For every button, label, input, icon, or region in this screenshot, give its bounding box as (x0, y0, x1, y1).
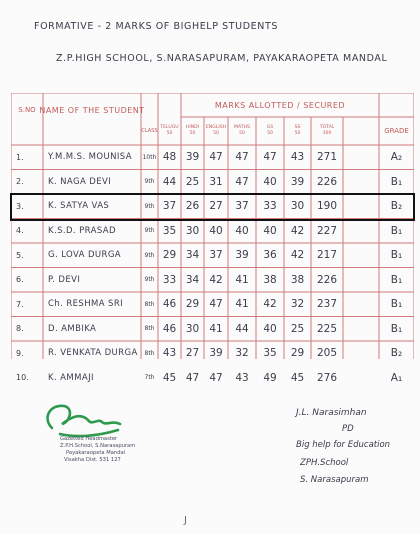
row-student-name: P. DEVI (48, 274, 81, 285)
row-subject-mark: 25 (290, 322, 305, 335)
row-grade: B₁ (390, 249, 403, 262)
subject-max-marks: 50 (189, 131, 196, 136)
subject-max-marks: 50 (267, 131, 273, 136)
signature-name: J.L. Narasimhan (296, 408, 367, 418)
row-sno: 10. (16, 373, 29, 383)
subject-name: TOTAL (319, 125, 335, 130)
row-subject-mark: 45 (162, 371, 177, 384)
row-class: 8th (144, 300, 155, 308)
row-subject-mark: 29 (185, 298, 200, 311)
row-subject-mark: 42 (263, 298, 277, 311)
subject-name: SS (294, 125, 301, 130)
row-subject-mark: 40 (209, 224, 223, 237)
row-student-name: D. AMBIKA (48, 323, 97, 334)
row-subject-mark: 47 (209, 298, 223, 311)
header-sno: S.NO (18, 106, 36, 114)
row-subject-mark: 39 (185, 151, 200, 164)
row-subject-mark: 42 (209, 273, 223, 286)
row-class: 10th (142, 153, 157, 161)
row-sno: 9. (16, 348, 24, 358)
row-subject-mark: 46 (162, 298, 177, 311)
stamp-line-mandal: Payakaraopeta Mandal (66, 450, 126, 456)
row-sno: 7. (16, 299, 24, 309)
row-subject-mark: 48 (162, 151, 177, 164)
row-grade: B₁ (390, 273, 403, 286)
row-subject-mark: 41 (235, 298, 249, 311)
row-student-name: K.S.D. PRASAD (48, 225, 116, 236)
subject-max-marks: 50 (239, 131, 245, 136)
row-subject-mark: 40 (235, 224, 249, 237)
row-student-name: K. NAGA DEVI (48, 176, 112, 187)
row-subject-mark: 40 (263, 224, 277, 237)
row-grade: B₁ (390, 298, 403, 311)
header-subject (228, 119, 256, 143)
row-total-mark: 190 (316, 200, 338, 213)
row-sno: 3. (16, 201, 24, 211)
row-sno: 6. (16, 275, 24, 285)
school-name: Z.P.HIGH SCHOOL, S.NARASAPURAM, PAYAKARAOPETA MANDAL (56, 53, 388, 64)
row-subject-mark: 36 (263, 249, 277, 262)
row-subject-mark: 46 (162, 322, 177, 335)
row-class: 8th (144, 349, 155, 357)
row-subject-mark: 26 (185, 200, 200, 213)
row-grade: B₁ (390, 322, 403, 335)
row-subject-mark: 43 (235, 371, 249, 384)
row-subject-mark: 29 (162, 249, 177, 262)
row-subject-mark: 45 (290, 371, 305, 384)
row-subject-mark: 34 (185, 273, 200, 286)
subject-max-marks: 50 (213, 131, 219, 136)
row-subject-mark: 44 (235, 322, 249, 335)
row-subject-mark: 31 (209, 175, 223, 188)
document-title: FORMATIVE - 2 MARKS OF BIGHELP STUDENTS (34, 21, 278, 32)
row-subject-mark: 41 (209, 322, 223, 335)
header-marks: MARKS ALLOTTED / SECURED (214, 100, 346, 110)
row-subject-mark: 29 (290, 347, 305, 360)
row-subject-mark: 30 (185, 224, 200, 237)
row-sno: 2. (16, 177, 24, 187)
row-subject-mark: 37 (235, 200, 249, 213)
header-subject (158, 119, 181, 143)
row-subject-mark: 47 (185, 371, 200, 384)
subject-name: GS (266, 125, 274, 130)
row-subject-mark: 38 (263, 273, 277, 286)
row-subject-mark: 35 (162, 224, 177, 237)
stamp-line-district: Visakha Dist. 531 127 (64, 457, 121, 463)
row-class: 7th (144, 374, 155, 382)
header-subject (311, 119, 343, 143)
signature-organisation: Big help for Education (296, 440, 391, 450)
subject-name: HINDI (185, 125, 200, 130)
stamp-line-school: Z.P.H.School, S.Narasapuram (60, 443, 136, 449)
header-name: NAME OF THE STUDENT (39, 105, 145, 115)
header-subject (181, 119, 204, 143)
row-subject-mark: 30 (185, 322, 200, 335)
header-subject (204, 119, 228, 143)
row-subject-mark: 33 (162, 273, 177, 286)
row-student-name: K. SATYA VAS (48, 201, 110, 212)
header-grade: GRADE (384, 127, 409, 135)
row-subject-mark: 43 (290, 151, 305, 164)
subject-max-marks: 300 (322, 131, 332, 136)
row-class: 9th (144, 178, 155, 186)
row-subject-mark: 49 (263, 371, 277, 384)
row-class: 9th (144, 251, 155, 259)
row-student-name: K. AMMAJI (48, 372, 94, 383)
header-subject (256, 119, 284, 143)
row-class: 9th (144, 202, 155, 210)
subject-name: ENGLISH (205, 125, 227, 130)
marks-table (11, 93, 414, 384)
row-subject-mark: 32 (290, 298, 305, 311)
row-total-mark: 226 (316, 175, 338, 188)
row-subject-mark: 47 (209, 151, 223, 164)
row-subject-mark: 42 (290, 249, 305, 262)
row-subject-mark: 25 (185, 175, 200, 188)
row-total-mark: 271 (316, 151, 338, 164)
row-subject-mark: 47 (235, 151, 249, 164)
row-subject-mark: 42 (290, 224, 305, 237)
row-subject-mark: 40 (263, 175, 277, 188)
row-total-mark: 276 (316, 371, 338, 384)
row-total-mark: 217 (316, 249, 338, 262)
row-sno: 4. (16, 226, 24, 236)
row-sno: 8. (16, 324, 24, 334)
row-subject-mark: 27 (185, 347, 200, 360)
highlight-box (10, 193, 415, 221)
row-grade: B₁ (390, 224, 403, 237)
stamp-line-title: Gazetted Headmaster (60, 436, 118, 442)
row-subject-mark: 39 (235, 249, 249, 262)
row-subject-mark: 40 (263, 322, 277, 335)
row-student-name: G. LOVA DURGA (48, 250, 122, 261)
row-grade: A₁ (390, 371, 403, 384)
row-subject-mark: 43 (162, 347, 177, 360)
row-grade: A₂ (390, 151, 403, 164)
page-mark: J (184, 515, 187, 526)
row-sno: 1. (16, 152, 24, 162)
subject-name: MATHS (234, 125, 250, 130)
row-subject-mark: 47 (263, 151, 277, 164)
subject-max-marks: 50 (294, 131, 301, 136)
row-subject-mark: 41 (235, 273, 249, 286)
row-total-mark: 205 (316, 347, 338, 360)
row-total-mark: 227 (316, 224, 338, 237)
signature-designation: PD (342, 424, 354, 434)
row-subject-mark: 47 (235, 175, 249, 188)
headmaster-stamp (40, 398, 136, 472)
row-subject-mark: 34 (185, 249, 200, 262)
row-grade: B₂ (390, 200, 403, 213)
row-subject-mark: 33 (263, 200, 277, 213)
row-subject-mark: 38 (290, 273, 305, 286)
row-total-mark: 225 (316, 322, 338, 335)
signature-school: ZPH.School (300, 458, 349, 468)
row-class: 9th (144, 276, 155, 284)
row-subject-mark: 35 (263, 347, 277, 360)
row-class: 8th (144, 325, 155, 333)
header-subject (284, 119, 311, 143)
coordinator-signature-block (296, 408, 414, 533)
row-student-name: Ch. RESHMA SRI (48, 299, 124, 310)
row-sno: 5. (16, 250, 24, 260)
row-subject-mark: 37 (209, 249, 223, 262)
row-subject-mark: 37 (162, 200, 177, 213)
row-total-mark: 237 (316, 298, 338, 311)
row-subject-mark: 47 (209, 371, 223, 384)
row-subject-mark: 39 (209, 347, 223, 360)
subject-name: TELUGU (160, 125, 179, 130)
subject-max-marks: 50 (166, 131, 173, 136)
header-class: CLASS (141, 128, 158, 134)
row-subject-mark: 27 (209, 200, 223, 213)
stamp-signature-mark (40, 398, 130, 440)
row-subject-mark: 39 (290, 175, 305, 188)
row-subject-mark: 30 (290, 200, 305, 213)
row-grade: B₁ (390, 175, 403, 188)
signature-place: S. Narasapuram (300, 475, 369, 485)
row-grade: B₂ (390, 347, 403, 360)
row-subject-mark: 44 (162, 175, 177, 188)
row-student-name: Y.M.M.S. MOUNISA (48, 152, 132, 163)
row-total-mark: 226 (316, 273, 338, 286)
row-class: 9th (144, 227, 155, 235)
row-student-name: R. VENKATA DURGA (48, 348, 138, 359)
row-subject-mark: 32 (235, 347, 249, 360)
